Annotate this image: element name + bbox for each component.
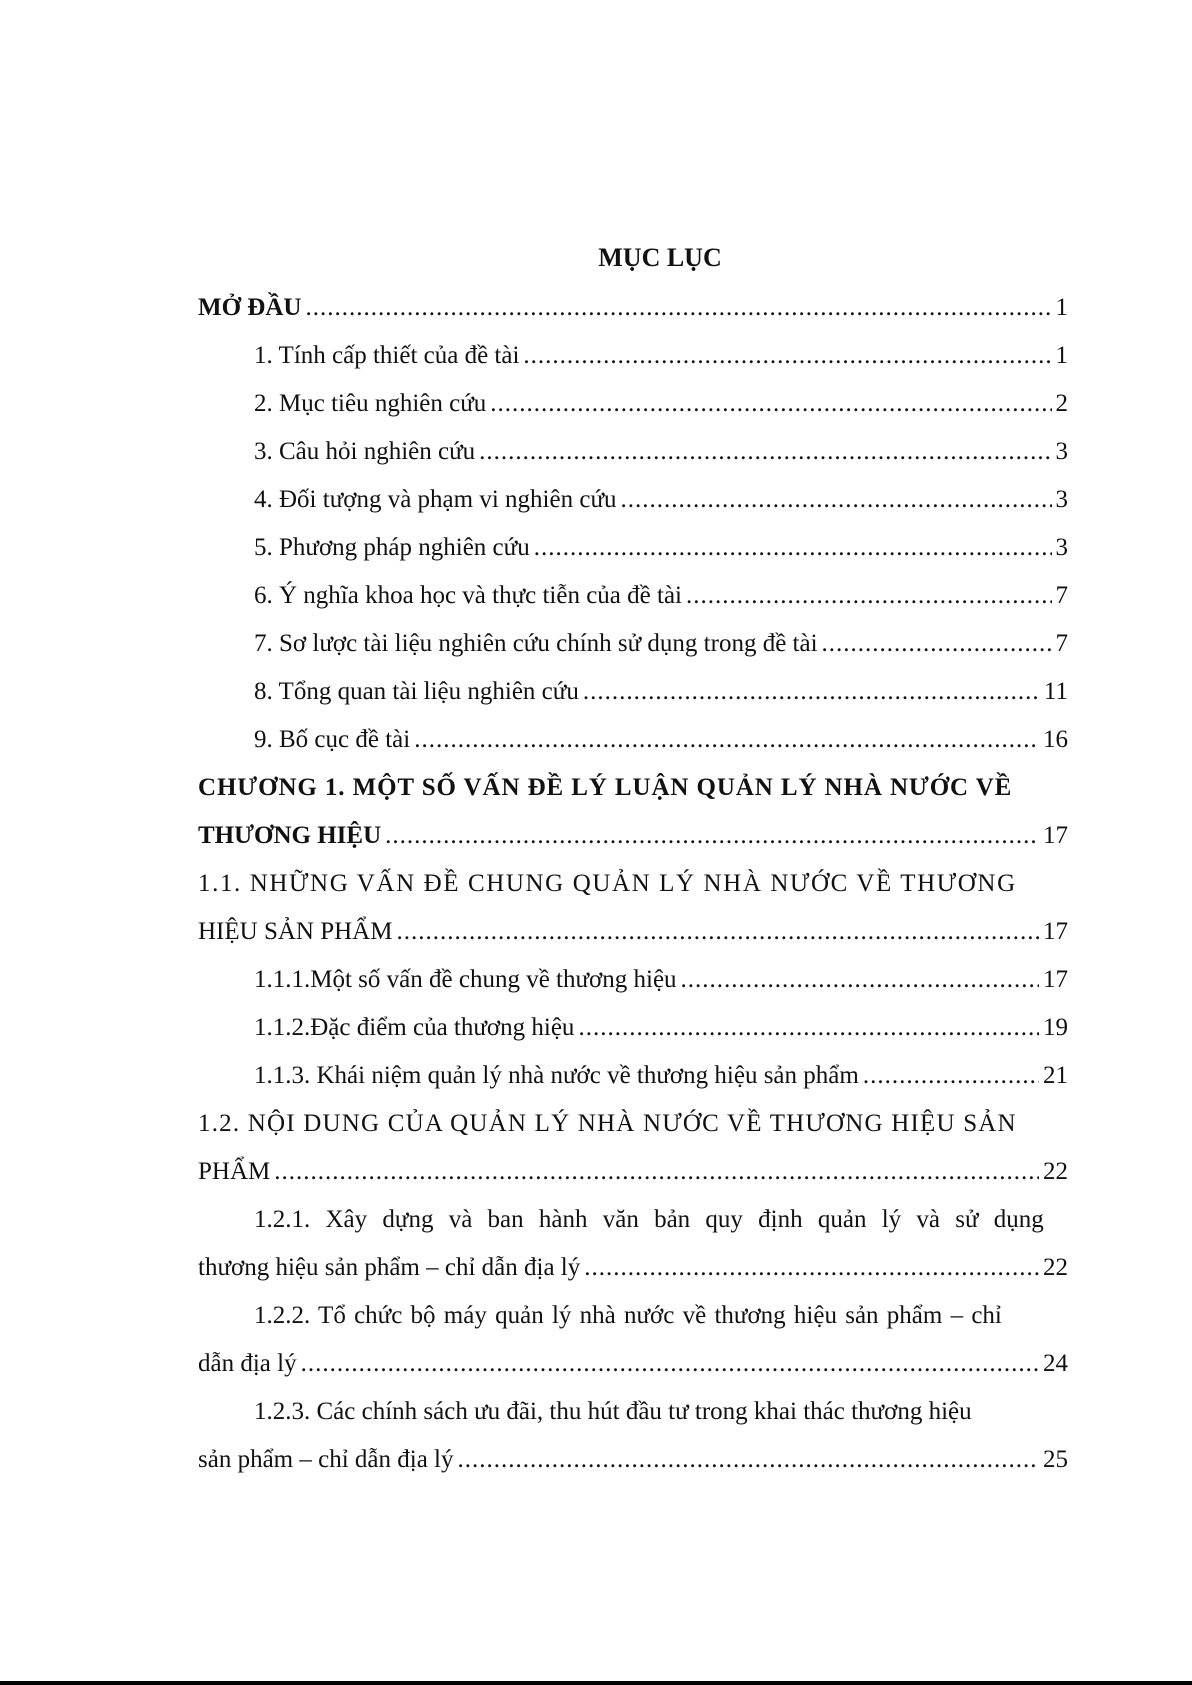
toc-page-number: 11 xyxy=(1043,678,1068,705)
dot-leader xyxy=(414,716,1039,764)
toc-entry-1-1-line2[interactable] xyxy=(198,908,1068,956)
toc-entry-1-2-line2[interactable] xyxy=(198,1148,1068,1196)
toc-entry-text: 5. Phương pháp nghiên cứu xyxy=(254,534,530,561)
toc-entry-text: 1.2.2. Tổ chức bộ máy quản lý nhà nước về thương hiệu sản phẩm – chỉ xyxy=(254,1302,1002,1329)
toc-page-number: 3 xyxy=(1055,534,1068,561)
dot-leader xyxy=(681,956,1039,1004)
dot-leader xyxy=(584,1244,1039,1292)
toc-entry-chapter-1-line1[interactable] xyxy=(198,764,1068,812)
toc-page-number: 3 xyxy=(1055,438,1068,465)
toc-page-number: 21 xyxy=(1043,1062,1068,1089)
toc-entry-1-2-3-line1[interactable] xyxy=(198,1388,1068,1436)
toc-entry-text: CHƯƠNG 1. MỘT SỐ VẤN ĐỀ LÝ LUẬN QUẢN LÝ NHÀ NƯỚC VỀ xyxy=(198,774,1013,801)
toc-page-number: 24 xyxy=(1043,1350,1068,1377)
toc-page-number: 17 xyxy=(1043,966,1068,993)
toc-entry-1-2-line1[interactable] xyxy=(198,1100,1068,1148)
dot-leader xyxy=(490,380,1051,428)
toc-entry-chapter-1-line2[interactable] xyxy=(198,812,1068,860)
toc-entry-1-1-line1[interactable] xyxy=(198,860,1068,908)
toc-entry-2[interactable] xyxy=(198,380,1068,428)
toc-page-number: 7 xyxy=(1055,582,1068,609)
toc-entry-text: 1.1.2.Đặc điểm của thương hiệu xyxy=(254,1014,575,1041)
toc-entry-text: 9. Bố cục đề tài xyxy=(254,726,411,753)
toc-page-number: 1 xyxy=(1055,294,1068,321)
toc-entry-3[interactable] xyxy=(198,428,1068,476)
dot-leader xyxy=(583,668,1040,716)
toc-page-number: 25 xyxy=(1043,1446,1068,1473)
toc-entry-text: 1.2.1. Xây dựng và ban hành văn bản quy định quản lý và sử dụng xyxy=(254,1206,1044,1233)
toc-entry-7[interactable] xyxy=(198,620,1068,668)
toc-entry-8[interactable] xyxy=(198,668,1068,716)
toc-page-number: 19 xyxy=(1043,1014,1068,1041)
toc-page-number: 17 xyxy=(1043,822,1068,849)
toc-entry-mo-dau[interactable] xyxy=(198,284,1068,332)
toc-entry-text: 1. Tính cấp thiết của đề tài xyxy=(254,342,520,369)
toc-entry-1-1-1[interactable] xyxy=(198,956,1068,1004)
toc-entry-text: 1.1.1.Một số vấn đề chung về thương hiệu xyxy=(254,966,677,993)
dot-leader xyxy=(305,284,1051,332)
dot-leader xyxy=(301,1340,1039,1388)
toc-page-number: 17 xyxy=(1043,918,1068,945)
dot-leader xyxy=(578,1004,1039,1052)
toc-entry-text: thương hiệu sản phẩm – chỉ dẫn địa lý xyxy=(198,1254,581,1281)
toc-entry-1-2-3-line2[interactable] xyxy=(198,1436,1068,1484)
toc-entry-text: 2. Mục tiêu nghiên cứu xyxy=(254,390,487,417)
dot-leader xyxy=(534,524,1052,572)
dot-leader xyxy=(621,476,1052,524)
toc-entry-text: 1.1. NHỮNG VẤN ĐỀ CHUNG QUẢN LÝ NHÀ NƯỚC VỀ THƯƠNG xyxy=(198,870,1017,897)
toc-entry-text: 7. Sơ lược tài liệu nghiên cứu chính sử dụng trong đề tài xyxy=(254,630,818,657)
toc-page-number: 16 xyxy=(1043,726,1068,753)
toc-entry-text: 1.2.3. Các chính sách ưu đãi, thu hút đầu tư trong khai thác thương hiệu xyxy=(254,1398,972,1425)
toc-entry-text: MỞ ĐẦU xyxy=(198,294,302,321)
toc-page-number: 22 xyxy=(1043,1254,1068,1281)
toc-entry-text: 1.2. NỘI DUNG CỦA QUẢN LÝ NHÀ NƯỚC VỀ THƯƠNG HIỆU SẢN xyxy=(198,1110,1017,1137)
toc-entry-1-1-3[interactable] xyxy=(198,1052,1068,1100)
dot-leader xyxy=(523,332,1051,380)
dot-leader xyxy=(863,1052,1039,1100)
toc-page-number: 22 xyxy=(1043,1158,1068,1185)
toc-entry-1-2-1-line2[interactable] xyxy=(198,1244,1068,1292)
toc-entry-text: 3. Câu hỏi nghiên cứu xyxy=(254,438,476,465)
dot-leader xyxy=(274,1148,1039,1196)
toc-entry-1-1-2[interactable] xyxy=(198,1004,1068,1052)
toc-entry-6[interactable] xyxy=(198,572,1068,620)
toc-entry-5[interactable] xyxy=(198,524,1068,572)
toc-page-number: 1 xyxy=(1055,342,1068,369)
dot-leader xyxy=(385,812,1039,860)
toc-page-number: 2 xyxy=(1055,390,1068,417)
page-bottom-edge xyxy=(0,1681,1192,1685)
toc-entry-text: 1.1.3. Khái niệm quản lý nhà nước về thương hiệu sản phẩm xyxy=(254,1062,859,1089)
toc-entry-4[interactable] xyxy=(198,476,1068,524)
dot-leader xyxy=(479,428,1051,476)
toc-entry-text: THƯƠNG HIỆU xyxy=(198,822,382,849)
toc-entry-text: PHẨM xyxy=(198,1158,271,1185)
toc-entry-text: 4. Đối tượng và phạm vi nghiên cứu xyxy=(254,486,617,513)
toc-page-number: 3 xyxy=(1055,486,1068,513)
dot-leader xyxy=(822,620,1052,668)
dot-leader xyxy=(686,572,1052,620)
toc-entry-9[interactable] xyxy=(198,716,1068,764)
toc-entry-text: 6. Ý nghĩa khoa học và thực tiễn của đề tài xyxy=(254,582,682,609)
toc-entry-text: sản phẩm – chỉ dẫn địa lý xyxy=(198,1446,454,1473)
dot-leader xyxy=(458,1436,1040,1484)
toc-entry-1-2-2-line1[interactable] xyxy=(198,1292,1068,1340)
toc-entry-text: dẫn địa lý xyxy=(198,1350,297,1377)
toc-entry-text: 8. Tổng quan tài liệu nghiên cứu xyxy=(254,678,579,705)
dot-leader xyxy=(396,908,1039,956)
toc-entry-1-2-1-line1[interactable] xyxy=(198,1196,1068,1244)
toc-entry-1-2-2-line2[interactable] xyxy=(198,1340,1068,1388)
table-of-contents xyxy=(198,284,1068,1484)
toc-entry-1[interactable] xyxy=(198,332,1068,380)
toc-entry-text: HIỆU SẢN PHẨM xyxy=(198,918,393,945)
toc-page-number: 7 xyxy=(1055,630,1068,657)
toc-title: MỤC LỤC xyxy=(598,243,722,272)
